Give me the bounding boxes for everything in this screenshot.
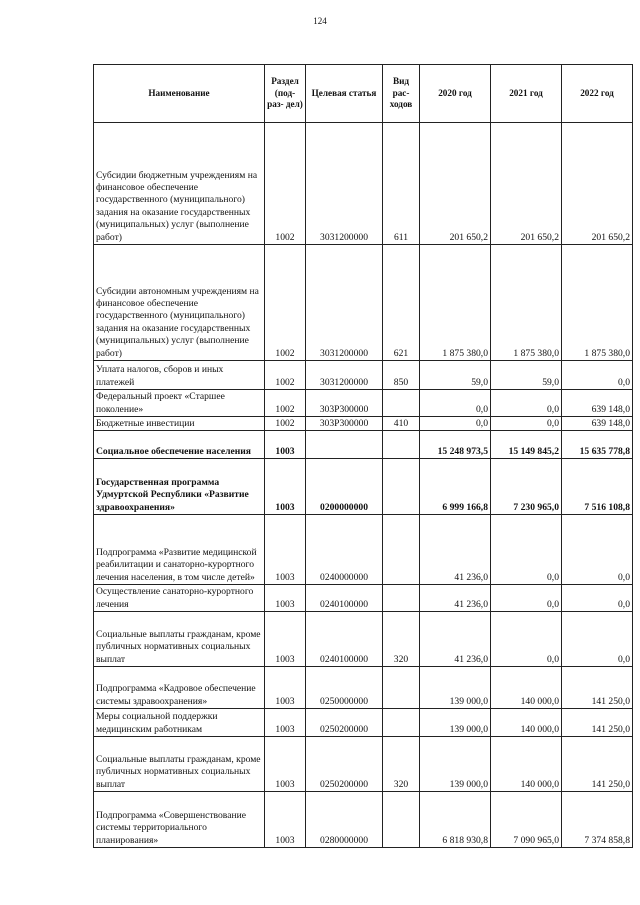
cell-2020: 139 000,0	[420, 667, 491, 709]
table-row	[94, 737, 633, 792]
cell-target: 0250200000	[306, 737, 383, 792]
cell-target: 0250200000	[306, 709, 383, 737]
table-header-row	[94, 65, 633, 123]
cell-name: Государственная программа Удмуртской Республики «Развитие здравоохранения»	[94, 459, 265, 515]
cell-name: Федеральный проект «Старшее поколение»	[94, 390, 265, 417]
cell-section: 1003	[265, 515, 306, 585]
cell-2022: 201 650,2	[562, 123, 633, 245]
cell-2021: 0,0	[491, 390, 562, 417]
table-row	[94, 361, 633, 390]
header-target: Целевая статья	[306, 65, 383, 123]
cell-2021: 140 000,0	[491, 709, 562, 737]
cell-target: 3031200000	[306, 123, 383, 245]
cell-section: 1003	[265, 792, 306, 848]
cell-2022: 141 250,0	[562, 737, 633, 792]
cell-name: Социальные выплаты гражданам, кроме публичных нормативных социальных выплат	[94, 737, 265, 792]
cell-2020: 0,0	[420, 417, 491, 431]
cell-name: Подпрограмма «Развитие медицинской реабилитации и санаторно-курортного лечения населения, в том числе детей»	[94, 515, 265, 585]
cell-2020: 1 875 380,0	[420, 245, 491, 361]
cell-2020: 59,0	[420, 361, 491, 390]
cell-name: Подпрограмма «Кадровое обеспечение системы здравоохранения»	[94, 667, 265, 709]
cell-name: Субсидии бюджетным учреждениям на финансовое обеспечение государственного (муниципального) задания на оказание государственных (муниципальных) услуг (выполнение работ)	[94, 123, 265, 245]
cell-2022: 0,0	[562, 612, 633, 667]
cell-kind: 621	[383, 245, 420, 361]
cell-section: 1002	[265, 390, 306, 417]
cell-kind: 611	[383, 123, 420, 245]
cell-target: 0280000000	[306, 792, 383, 848]
cell-section: 1003	[265, 459, 306, 515]
table-row	[94, 792, 633, 848]
header-2022: 2022 год	[562, 65, 633, 123]
table-row	[94, 612, 633, 667]
cell-kind: 410	[383, 417, 420, 431]
cell-target: 303P300000	[306, 417, 383, 431]
header-name: Наименование	[94, 65, 265, 123]
cell-2021: 0,0	[491, 515, 562, 585]
table-row	[94, 245, 633, 361]
table-row	[94, 459, 633, 515]
cell-2022: 7 374 858,8	[562, 792, 633, 848]
table-row	[94, 390, 633, 417]
cell-target: 3031200000	[306, 245, 383, 361]
cell-kind: 320	[383, 612, 420, 667]
cell-2021: 0,0	[491, 612, 562, 667]
cell-section: 1003	[265, 709, 306, 737]
cell-target: 0240100000	[306, 612, 383, 667]
cell-2022: 0,0	[562, 361, 633, 390]
cell-kind	[383, 585, 420, 612]
table-row	[94, 123, 633, 245]
cell-kind	[383, 459, 420, 515]
cell-target: 0250000000	[306, 667, 383, 709]
cell-2020: 41 236,0	[420, 515, 491, 585]
cell-2022: 141 250,0	[562, 667, 633, 709]
cell-kind	[383, 390, 420, 417]
cell-kind	[383, 792, 420, 848]
cell-kind	[383, 709, 420, 737]
cell-2022: 1 875 380,0	[562, 245, 633, 361]
cell-kind	[383, 667, 420, 709]
cell-2022: 7 516 108,8	[562, 459, 633, 515]
cell-section: 1002	[265, 123, 306, 245]
cell-2022: 141 250,0	[562, 709, 633, 737]
header-kind: Вид рас- ходов	[383, 65, 420, 123]
cell-2021: 7 090 965,0	[491, 792, 562, 848]
cell-2020: 139 000,0	[420, 737, 491, 792]
cell-2020: 201 650,2	[420, 123, 491, 245]
cell-2021: 1 875 380,0	[491, 245, 562, 361]
cell-2021: 140 000,0	[491, 737, 562, 792]
cell-name: Бюджетные инвестиции	[94, 417, 265, 431]
cell-target: 0200000000	[306, 459, 383, 515]
cell-target: 0240100000	[306, 585, 383, 612]
cell-name: Подпрограмма «Совершенствование системы территориального планирования»	[94, 792, 265, 848]
cell-name: Осуществление санаторно-курортного лечения	[94, 585, 265, 612]
cell-section: 1003	[265, 612, 306, 667]
cell-kind	[383, 431, 420, 459]
cell-2020: 41 236,0	[420, 612, 491, 667]
cell-2021: 7 230 965,0	[491, 459, 562, 515]
cell-2021: 201 650,2	[491, 123, 562, 245]
cell-2021: 15 149 845,2	[491, 431, 562, 459]
cell-section: 1003	[265, 667, 306, 709]
cell-target: 3031200000	[306, 361, 383, 390]
cell-name: Социальное обеспечение населения	[94, 431, 265, 459]
cell-section: 1002	[265, 361, 306, 390]
page-number: 124	[313, 16, 327, 26]
header-2020: 2020 год	[420, 65, 491, 123]
cell-2021: 0,0	[491, 585, 562, 612]
table-row	[94, 417, 633, 431]
cell-name: Уплата налогов, сборов и иных платежей	[94, 361, 265, 390]
table-body	[94, 123, 633, 848]
cell-name: Субсидии автономным учреждениям на финансовое обеспечение государственного (муниципального) задания на оказание государственных (муниципальных) услуг (выполнение работ)	[94, 245, 265, 361]
cell-2020: 6 999 166,8	[420, 459, 491, 515]
cell-2021: 0,0	[491, 417, 562, 431]
cell-section: 1003	[265, 431, 306, 459]
table-row	[94, 515, 633, 585]
cell-target: 0240000000	[306, 515, 383, 585]
cell-2020: 41 236,0	[420, 585, 491, 612]
cell-section: 1003	[265, 585, 306, 612]
cell-2022: 15 635 778,8	[562, 431, 633, 459]
table-row	[94, 431, 633, 459]
table-row	[94, 667, 633, 709]
cell-2020: 0,0	[420, 390, 491, 417]
cell-2021: 59,0	[491, 361, 562, 390]
cell-2020: 139 000,0	[420, 709, 491, 737]
cell-target: 303P300000	[306, 390, 383, 417]
cell-kind	[383, 515, 420, 585]
cell-target	[306, 431, 383, 459]
cell-2022: 639 148,0	[562, 417, 633, 431]
cell-name: Социальные выплаты гражданам, кроме публичных нормативных социальных выплат	[94, 612, 265, 667]
cell-kind: 320	[383, 737, 420, 792]
cell-2022: 0,0	[562, 515, 633, 585]
cell-section: 1002	[265, 245, 306, 361]
table-row	[94, 709, 633, 737]
budget-table	[93, 64, 633, 848]
cell-kind: 850	[383, 361, 420, 390]
header-2021: 2021 год	[491, 65, 562, 123]
cell-section: 1003	[265, 737, 306, 792]
cell-2020: 6 818 930,8	[420, 792, 491, 848]
cell-2020: 15 248 973,5	[420, 431, 491, 459]
header-section: Раздел (под- раз- дел)	[265, 65, 306, 123]
table-row	[94, 585, 633, 612]
cell-2022: 639 148,0	[562, 390, 633, 417]
cell-2022: 0,0	[562, 585, 633, 612]
cell-section: 1002	[265, 417, 306, 431]
cell-2021: 140 000,0	[491, 667, 562, 709]
cell-name: Меры социальной поддержки медицинским работникам	[94, 709, 265, 737]
